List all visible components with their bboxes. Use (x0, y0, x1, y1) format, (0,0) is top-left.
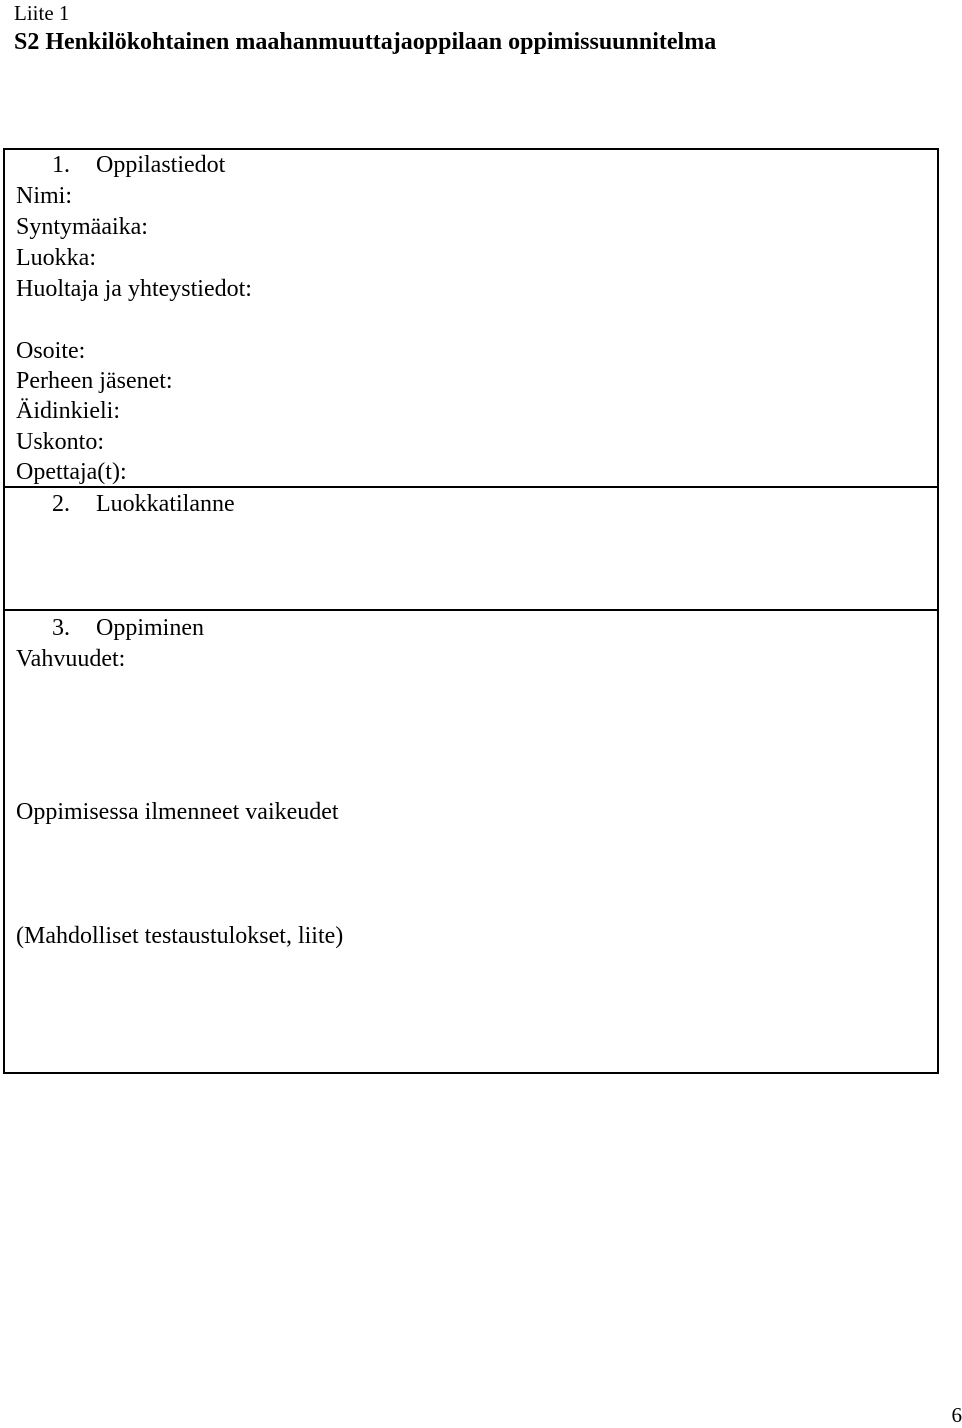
mother-tongue-field-label: Äidinkieli: (16, 396, 120, 426)
guardian-field-label: Huoltaja ja yhteystiedot: (16, 274, 252, 304)
section3-number: 3. (16, 613, 86, 643)
section2-title: Luokkatilanne (86, 491, 235, 517)
section-learning (5, 611, 937, 1072)
religion-field-label: Uskonto: (16, 427, 104, 457)
test-results-label: (Mahdolliset testaustulokset, liite) (16, 921, 343, 951)
name-field-label: Nimi: (16, 181, 72, 211)
document-title: S2 Henkilökohtainen maahanmuuttajaoppilaan oppimissuunnitelma (14, 28, 716, 56)
section2-number: 2. (16, 489, 86, 519)
class-field-label: Luokka: (16, 243, 96, 273)
section1-number: 1. (16, 150, 86, 180)
section2-heading (16, 489, 235, 519)
strengths-label: Vahvuudet: (16, 644, 125, 674)
difficulties-label: Oppimisessa ilmenneet vaikeudet (16, 797, 339, 827)
teachers-field-label: Opettaja(t): (16, 457, 127, 487)
section1-heading (16, 150, 225, 180)
form-table (3, 148, 939, 1074)
page-number: 6 (952, 1402, 962, 1428)
attachment-label: Liite 1 (14, 0, 69, 26)
family-field-label: Perheen jäsenet: (16, 366, 173, 396)
section3-heading (16, 613, 204, 643)
section3-title: Oppiminen (86, 615, 204, 641)
section-student-info (5, 150, 937, 488)
address-field-label: Osoite: (16, 336, 85, 366)
section-class-situation (5, 488, 937, 611)
birthdate-field-label: Syntymäaika: (16, 212, 148, 242)
section1-title: Oppilastiedot (86, 152, 225, 178)
